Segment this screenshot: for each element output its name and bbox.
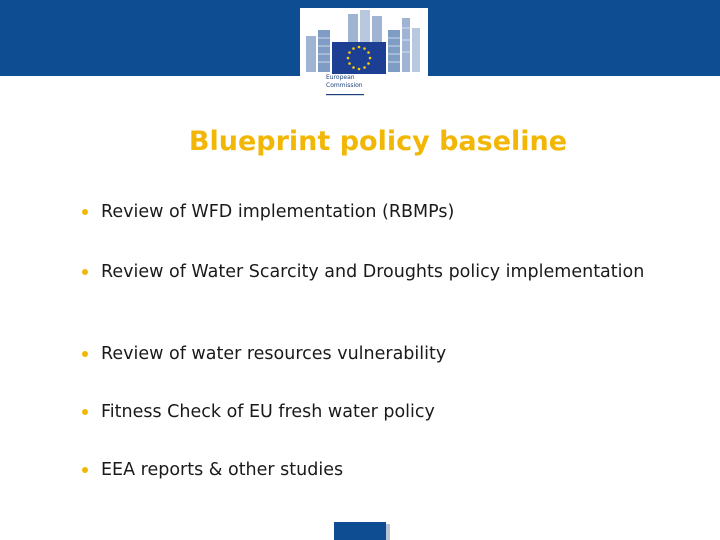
logo-line-2: Commission xyxy=(326,82,363,89)
bullet-text: Review of WFD implementation (RBMPs) xyxy=(101,202,455,222)
bullet-item xyxy=(82,200,662,224)
berlaymont-building-icon xyxy=(300,8,428,100)
bullet-item xyxy=(82,260,662,284)
bullet-dot-icon xyxy=(82,409,88,415)
bullet-dot-icon xyxy=(82,467,88,473)
bullet-item xyxy=(82,342,662,366)
bullet-item xyxy=(82,458,662,482)
bullet-text: Review of Water Scarcity and Droughts policy implementation xyxy=(101,262,645,282)
bullet-text: EEA reports & other studies xyxy=(101,460,344,480)
bullet-dot-icon xyxy=(82,269,88,275)
bullet-text: Fitness Check of EU fresh water policy xyxy=(101,402,435,422)
european-commission-logo xyxy=(300,8,428,100)
bullet-dot-icon xyxy=(82,209,88,215)
logo-line-1: European xyxy=(326,74,355,81)
bullet-text: Review of water resources vulnerability xyxy=(101,344,447,364)
slide-title: Blueprint policy baseline xyxy=(188,126,568,157)
logo-wordmark xyxy=(326,74,363,90)
footer-tab xyxy=(334,522,386,540)
bullet-item xyxy=(82,400,662,424)
footer-tab-shadow xyxy=(386,524,390,540)
bullet-dot-icon xyxy=(82,351,88,357)
